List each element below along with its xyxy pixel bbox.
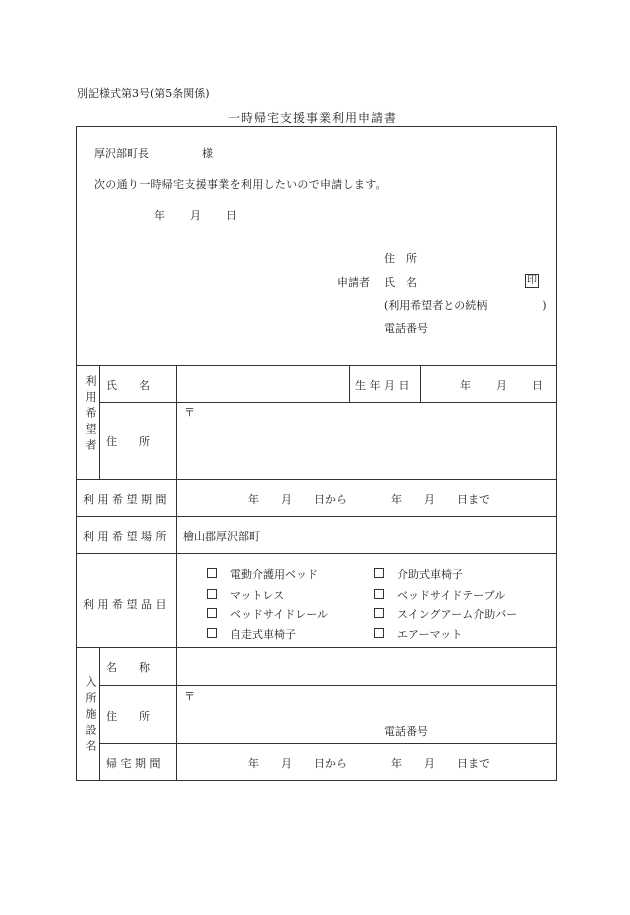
facility-phone-label: 電話番号 [384,725,428,738]
date-day: 日 [226,209,237,222]
birth-date-label: 生 年 月 日 [355,379,410,392]
table-border-right [556,126,557,781]
item-label: スイングアーム介助バー [397,608,518,621]
user-address-label: 住 所 [106,435,150,448]
birth-month: 月 [496,379,507,392]
facility-address-field[interactable] [177,686,556,742]
checkbox[interactable] [207,628,217,638]
facility-name-label: 名 称 [106,661,150,674]
col-divider [99,365,100,479]
row-divider [76,553,557,554]
user-name-label: 氏 名 [106,379,150,392]
item-label: 電動介護用ベッド [230,568,318,581]
facility-address-label: 住 所 [106,710,150,723]
item-label: 介助式車椅子 [397,568,463,581]
item-label: ベッドサイドレール [230,608,329,621]
applicant-phone-label: 電話番号 [384,322,428,335]
facility-name-field[interactable] [177,648,556,684]
date-year: 年 [154,209,165,222]
table-border-top [76,126,557,127]
row-divider [76,516,557,517]
applicant-label: 申請者 [337,276,370,289]
seal-mark: 印 [527,275,537,286]
applicant-relation: (利用希望者との続柄 ) [384,299,547,312]
birth-day: 日 [532,379,543,392]
item-label: マットレス [230,589,285,602]
user-address-field[interactable] [177,403,556,478]
date-month: 月 [190,209,201,222]
item-label: ベッドサイドテーブル [397,589,506,602]
checkbox[interactable] [207,568,217,578]
request-text: 次の通り一時帰宅支援事業を利用したいので申請します。 [94,178,387,191]
item-label: 自走式車椅子 [230,628,296,641]
user-postal-mark: 〒 [184,406,195,419]
applicant-address-label: 住 所 [384,252,417,265]
applicant-name-label: 氏 名 [384,276,417,289]
return-period-label: 帰 宅 期 間 [106,757,161,770]
user-section-label: 利用希望者 [84,375,97,455]
user-name-field[interactable] [177,366,348,401]
checkbox[interactable] [374,608,384,618]
period-value: 年 月 日から 年 月 日まで [248,493,490,506]
checkbox[interactable] [374,568,384,578]
birth-year: 年 [460,379,471,392]
place-label: 利 用 希 望 場 所 [83,530,167,543]
honorific: 様 [202,147,213,160]
col-divider [420,365,421,402]
form-title: 一時帰宅支援事業利用申請書 [228,111,398,125]
row-divider [76,479,557,480]
place-value: 檜山郡厚沢部町 [183,530,260,543]
table-border-left [76,126,77,781]
facility-postal-mark: 〒 [184,690,195,703]
checkbox[interactable] [374,628,384,638]
col-divider [99,647,100,780]
facility-section-label: 入所施設名 [84,676,97,756]
items-label: 利 用 希 望 品 目 [83,598,167,611]
form-number: 別記様式第3号(第5条関係) [77,87,210,100]
checkbox[interactable] [374,589,384,599]
return-period-value: 年 月 日から 年 月 日まで [248,757,490,770]
period-label: 利 用 希 望 期 間 [83,493,167,506]
row-divider [99,743,557,744]
checkbox[interactable] [207,608,217,618]
addressee: 厚沢部町長 [94,147,149,160]
col-divider [349,365,350,402]
checkbox[interactable] [207,589,217,599]
table-border-bottom [76,780,557,781]
item-label: エアーマット [397,628,463,641]
col-divider [176,479,177,647]
